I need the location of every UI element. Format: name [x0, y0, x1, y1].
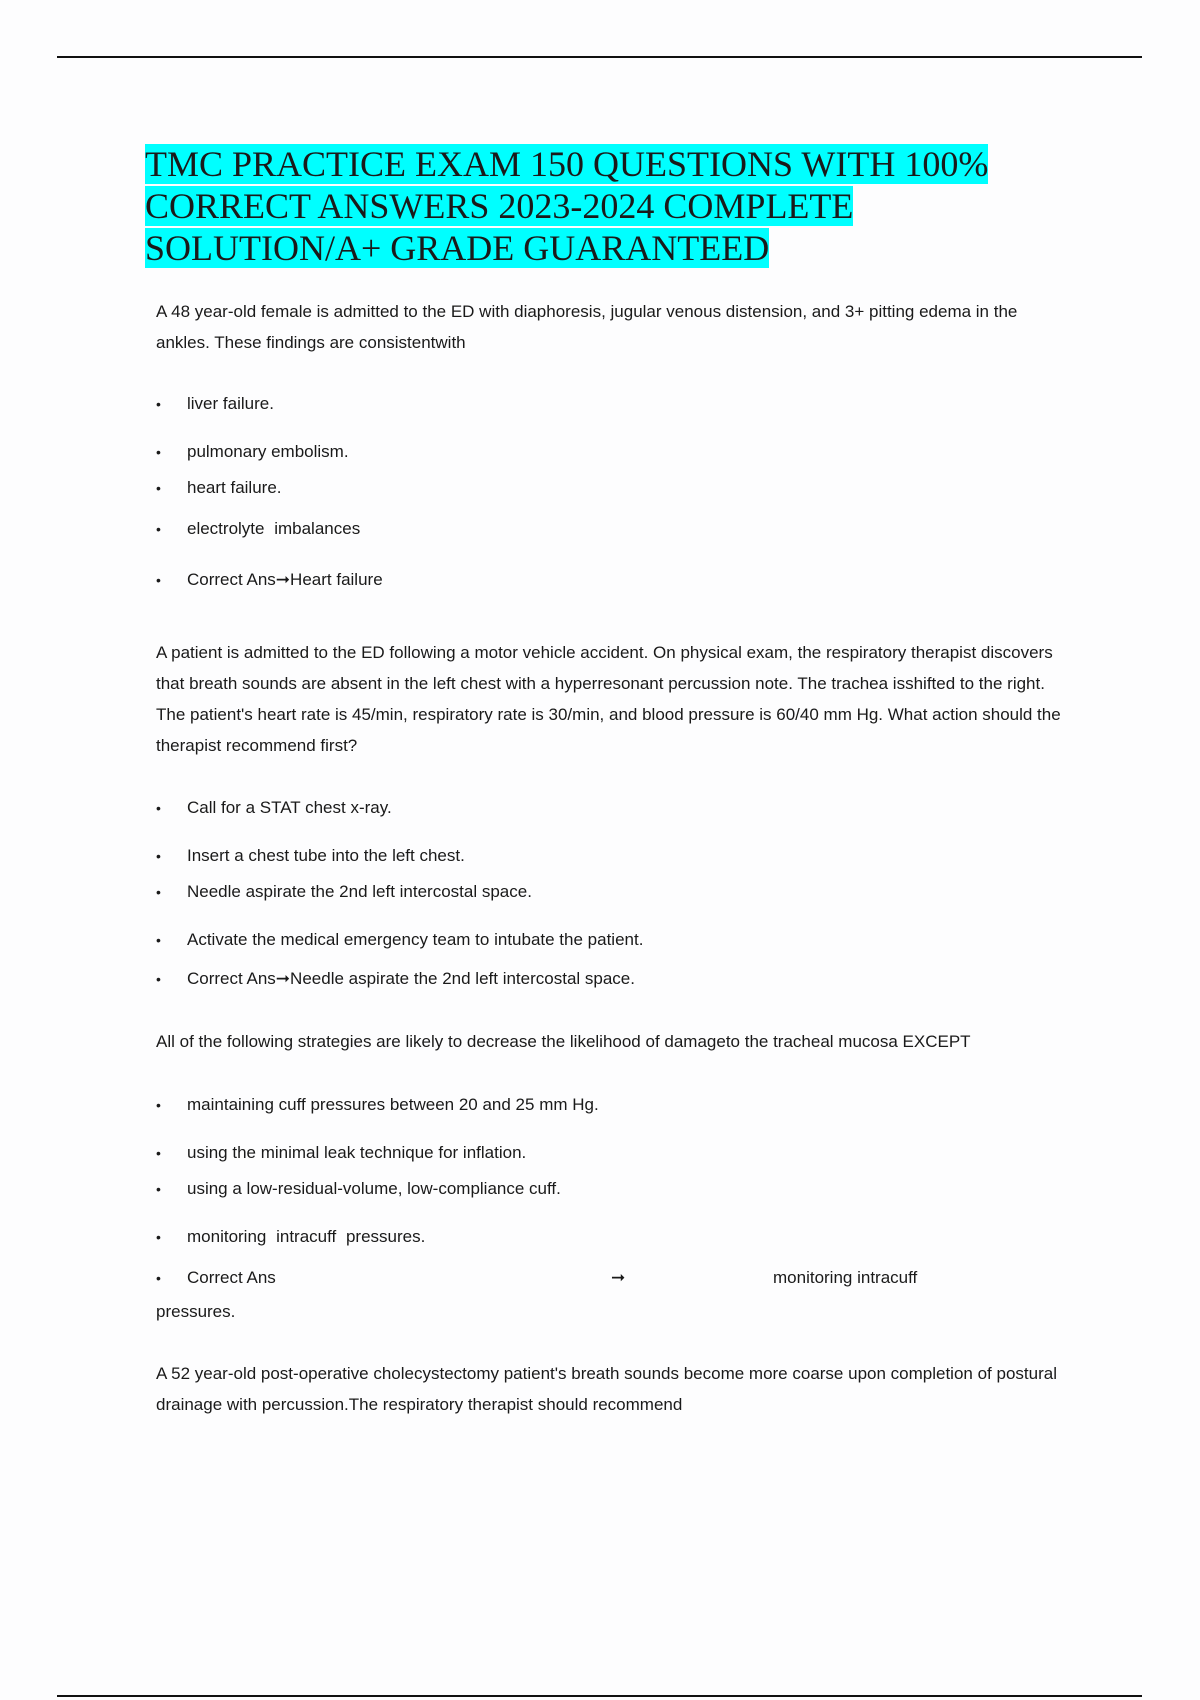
question-1-stem: A 48 year-old female is admitted to the ED with diaphoresis, jugular venous distension, and 3+ pitting edema in the ankles. These findings are consistentwith [156, 302, 1018, 352]
question-1-option-2: • pulmonary embolism. [156, 442, 349, 461]
question-2-answer: • Correct Ans➞Needle aspirate the 2nd left intercostal space. [156, 969, 635, 988]
bullet: • [156, 396, 161, 412]
bottom-rule [57, 1695, 1142, 1697]
bullet: • [156, 848, 161, 864]
bullet: • [156, 480, 161, 496]
question-3-option-4: • monitoring intracuff pressures. [156, 1227, 426, 1246]
bullet: • [156, 1270, 161, 1286]
question-2-option-3: • Needle aspirate the 2nd left intercostal space. [156, 882, 532, 901]
bullet: • [156, 1229, 161, 1245]
question-3-option-1: • maintaining cuff pressures between 20 and 25 mm Hg. [156, 1095, 599, 1114]
bullet: • [156, 572, 161, 588]
question-2-option-1: • Call for a STAT chest x-ray. [156, 798, 392, 817]
question-4-stem: A 52 year-old post-operative cholecystectomy patient's breath sounds become more coarse upon completion of postural drainage with percussion.The respiratory therapist should recommend [156, 1364, 1057, 1414]
bullet: • [156, 800, 161, 816]
question-2-option-2: • Insert a chest tube into the left chest. [156, 846, 465, 865]
question-1-option-4: • electrolyte imbalances [156, 519, 361, 538]
question-1-option-3: • heart failure. [156, 478, 282, 497]
question-1-option-1: • liver failure. [156, 394, 274, 413]
top-rule [57, 56, 1142, 58]
bullet: • [156, 971, 161, 987]
question-3-stem: All of the following strategies are likely to decrease the likelihood of damageto the tracheal mucosa EXCEPT [156, 1032, 971, 1051]
answer-prefix: Correct Ans [187, 1268, 276, 1287]
question-3-option-2: • using the minimal leak technique for inflation. [156, 1143, 527, 1162]
document-title [145, 143, 1045, 269]
answer-text: monitoring intracuff [773, 1268, 918, 1287]
question-1-answer: • Correct Ans➞Heart failure [156, 570, 383, 589]
answer-text-continued: pressures. [156, 1302, 236, 1321]
bullet: • [156, 884, 161, 900]
bullet: • [156, 1097, 161, 1113]
bullet: • [156, 932, 161, 948]
arrow-icon: ➞ [611, 1268, 626, 1287]
bullet: • [156, 1145, 161, 1161]
bullet: • [156, 1181, 161, 1197]
bullet: • [156, 521, 161, 537]
question-2-stem: A patient is admitted to the ED following a motor vehicle accident. On physical exam, the respiratory therapist discovers that breath sounds are absent in the left chest with a hyperresonant percussion note. The trachea isshifted to the right. The patient's heart rate is 45/min, respiratory rate is 30/min, and blood pressure is 60/40 mm Hg. What action should the therapist recommend first? [156, 643, 1061, 755]
bullet: • [156, 444, 161, 460]
question-2-option-4: • Activate the medical emergency team to intubate the patient. [156, 930, 644, 949]
title-highlight: TMC PRACTICE EXAM 150 QUESTIONS WITH 100% CORRECT ANSWERS 2023-2024 COMPLETE SOLUTION/A+ GRADE GUARANTEED [145, 144, 989, 268]
question-3-answer [156, 1267, 946, 1289]
question-3-option-3: • using a low-residual-volume, low-compliance cuff. [156, 1179, 561, 1198]
